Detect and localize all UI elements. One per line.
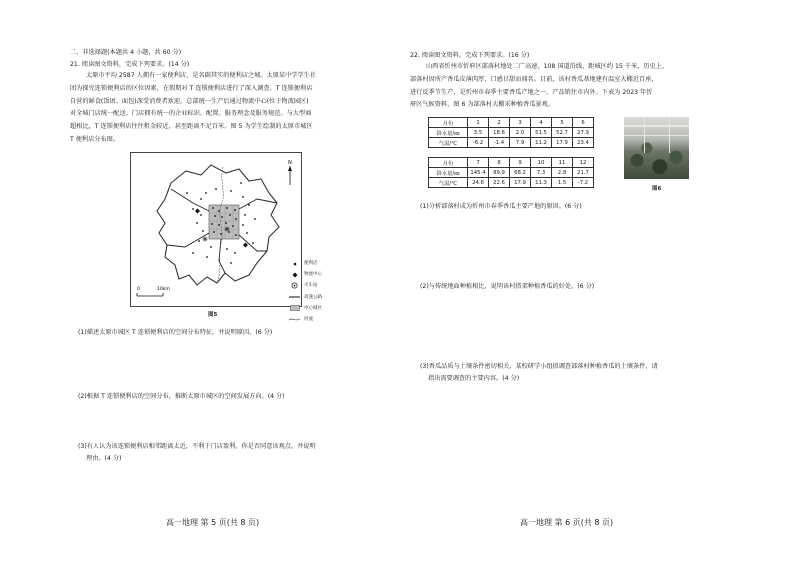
legend-label: 物流中心 — [304, 272, 322, 278]
climate-cell: 2.8 — [552, 168, 573, 178]
figure-5-legend — [289, 258, 322, 325]
logistics-center-icon — [289, 271, 300, 278]
climate-cell: 22.6 — [489, 178, 510, 188]
legend-label: 中心城区 — [304, 305, 322, 311]
figure-5-map — [130, 152, 302, 307]
climate-cell: 7 — [468, 158, 489, 168]
climate-cell: 145.4 — [468, 168, 489, 178]
climate-cell: 3 — [510, 118, 531, 128]
figure-6-photo — [624, 117, 689, 179]
climate-cell: 27.9 — [573, 128, 594, 138]
q22-line: 进行反季节生产，是忻州市春季主要香瓜产地之一，产品销往市内外。下表为 2023 年忻 — [410, 88, 653, 96]
climate-cell: 10 — [531, 158, 552, 168]
climate-cell: 24.6 — [468, 178, 489, 188]
highway — [239, 199, 277, 209]
climate-cell: 1.5 — [552, 178, 573, 188]
q21-part-1: (1)描述太原市城区 T 连锁便利店的空间分布特征，并说明原因。(6 分) — [78, 329, 273, 336]
climate-row-header: 气温/℃ — [429, 138, 468, 148]
climate-cell: 9 — [510, 158, 531, 168]
climate-cell: 11.3 — [531, 178, 552, 188]
climate-cell: 11.2 — [531, 138, 552, 148]
climate-cell: 23.4 — [573, 138, 594, 148]
legend-item — [289, 280, 322, 291]
climate-row-header: 月份 — [429, 158, 468, 168]
q22-line: 部落村因所产香瓜皮薄肉厚、口感甘甜而闻名。目前，该村香瓜基地建有温室大棚近百座， — [410, 75, 658, 83]
store-dot-icon — [289, 260, 300, 267]
climate-row — [429, 138, 594, 148]
climate-cell: 3.5 — [468, 128, 489, 138]
city-map-svg — [131, 153, 301, 306]
climate-cell: 8 — [489, 158, 510, 168]
climate-cell: 18.6 — [489, 128, 510, 138]
legend-item — [289, 292, 322, 303]
figure-5-caption: 图5 — [208, 312, 218, 318]
highway-line-icon — [289, 294, 300, 301]
q21-line: 超相比，T 连锁便利店往往租金较近，甚至距离不足百米。图 5 为学生绘制的太原市城区 — [70, 123, 313, 131]
q22-part-2: (2)与传统地面种植相比，说明该村搭架种植香瓜的好处。(6 分) — [420, 283, 595, 290]
climate-row — [429, 128, 594, 138]
q22-heading: 22. 阅读图文资料，完成下列要求。(16 分) — [410, 52, 530, 59]
climate-row-header: 降水量/㎜ — [429, 128, 468, 138]
q22-part-1: (1)分析部落村成为忻州市春季香瓜主要产地的原因。(6 分) — [420, 203, 582, 210]
climate-cell: 7.9 — [510, 138, 531, 148]
climate-cell: 17.9 — [510, 178, 531, 188]
river-icon — [289, 316, 300, 323]
legend-item — [289, 269, 322, 280]
legend-item — [289, 314, 322, 325]
climate-row-header: 月份 — [429, 118, 468, 128]
climate-row — [429, 178, 594, 188]
highway — [219, 239, 225, 273]
q21-line: 自营的鲜食(饭团、面包)深受消费者欢迎，总部统一生产后通过物流中心(位于物流园区) — [70, 97, 309, 105]
q21-paragraph — [70, 70, 316, 147]
climate-cell: 21.7 — [573, 168, 594, 178]
left-footer: 高一地理 第 5 页(共 8 页) — [166, 518, 260, 527]
q22-part-3a: (3)香瓜品质与土壤条件密切相关，某校研学小组拟调查部落村种植香瓜的土壤条件，请 — [420, 363, 658, 370]
q21-line: 团为探究连锁便利店的区位因素，在假期对 T 连锁便利店进行了深入调查。T 连锁便利店 — [70, 84, 313, 92]
legend-label: 河流 — [304, 316, 313, 322]
q21-part-3b: 理由。(4 分) — [86, 455, 122, 462]
q21-heading: 21. 阅读图文资料，完成下列要求。(14 分) — [70, 61, 190, 68]
q21-line: T 便利店分布图。 — [70, 135, 120, 143]
right-footer: 高一地理 第 6 页(共 8 页) — [520, 518, 614, 527]
q21-line: 对全城门店统一配送。门店拥有统一的企业标识、配置、服务理念及服务规范。与大型商 — [70, 110, 312, 118]
highway — [171, 189, 209, 211]
legend-label: 高速公路 — [304, 294, 322, 300]
svg-text:N: N — [288, 160, 292, 166]
climate-cell: 11 — [552, 158, 573, 168]
climate-table — [428, 117, 594, 188]
climate-cell: 52.7 — [552, 128, 573, 138]
climate-cell: 1 — [468, 118, 489, 128]
climate-cell: 5 — [552, 118, 573, 128]
q21-part-3a: (3)有人认为该连锁便利店相邻距离太近，不利于门店盈利。你是否同意该观点，并说明 — [78, 443, 316, 450]
scale-bar — [137, 286, 170, 296]
q21-line: 太原市平均 2587 人拥有一家便利店，是名副其实的便利店之城。太原某中学学生社 — [86, 72, 317, 79]
legend-item — [289, 303, 322, 314]
climate-cell: 7.3 — [531, 168, 552, 178]
climate-cell: 12 — [573, 158, 594, 168]
q21-part-2: (2)根据 T 连锁便利店的空间分布，推断太原市城区的空间发展方向。(4 分) — [78, 393, 285, 400]
climate-cell: -7.2 — [573, 178, 594, 188]
climate-cell: 51.5 — [531, 128, 552, 138]
climate-cell: 2 — [489, 118, 510, 128]
highway — [167, 233, 209, 247]
climate-cell: 68.2 — [510, 168, 531, 178]
legend-item — [289, 258, 322, 269]
climate-cell: 6 — [573, 118, 594, 128]
svg-text:10km: 10km — [157, 287, 170, 292]
table-gap — [429, 148, 594, 158]
climate-cell: -1.4 — [489, 138, 510, 148]
climate-cell: 17.9 — [552, 138, 573, 148]
north-arrow-icon — [288, 160, 292, 185]
center-area-icon — [289, 305, 300, 312]
train-station-icon — [289, 282, 300, 289]
climate-cell: 89.9 — [489, 168, 510, 178]
climate-cell: 4 — [531, 118, 552, 128]
legend-label: 便利店 — [304, 261, 318, 266]
climate-row — [429, 168, 594, 178]
q22-part-3b: 指出需要调查的主要内容。(4 分) — [428, 375, 520, 382]
q22-line: 山西省忻州市忻府区部落村地处二广高速、108 国道沿线，距城区约 15 千米，历史上， — [426, 63, 669, 70]
q22-paragraph — [410, 61, 668, 112]
climate-row-header: 降水量/㎜ — [429, 168, 468, 178]
q22-line: 府区气候资料，图 6 为部落村大棚采种植香瓜景观。 — [410, 101, 554, 109]
climate-row — [429, 118, 594, 128]
svg-text:0: 0 — [137, 287, 140, 292]
legend-label: 火车站 — [304, 283, 318, 289]
section-title: 二、非选择题(本题共 4 小题，共 60 分) — [70, 49, 182, 56]
figure-6-caption: 图6 — [652, 186, 662, 192]
climate-row-header: 气温/℃ — [429, 178, 468, 188]
climate-row — [429, 158, 594, 168]
climate-cell: 2.0 — [510, 128, 531, 138]
climate-cell: -6.2 — [468, 138, 489, 148]
